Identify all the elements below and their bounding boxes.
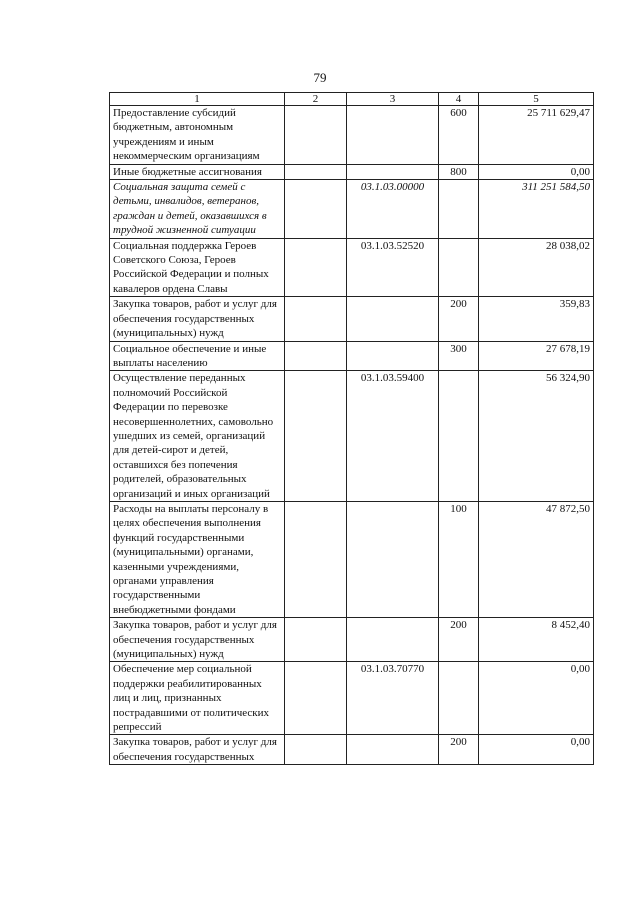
header-col-1: 1 [110, 93, 285, 106]
table-row [110, 618, 594, 662]
row-amount: 0,00 [479, 662, 594, 735]
row-amount: 359,83 [479, 297, 594, 341]
row-col2 [285, 371, 347, 502]
row-name: Предоставление субсидий бюджетным, автономным учреждениям и иным некоммерческим организациям [110, 106, 285, 165]
row-code: 03.1.03.00000 [347, 180, 439, 239]
row-type: 200 [439, 297, 479, 341]
row-amount: 0,00 [479, 164, 594, 179]
header-col-4: 4 [439, 93, 479, 106]
row-type [439, 180, 479, 239]
row-col2 [285, 297, 347, 341]
table-row [110, 238, 594, 297]
row-name: Закупка товаров, работ и услуг для обеспечения государственных [110, 735, 285, 765]
row-name: Осуществление переданных полномочий Российской Федерации по перевозке несовершеннолетних, самовольно ушедших из семей, организаций для детей-сирот и детей, оставшихся без попечения родителей, образовательных организаций и иных организаций [110, 371, 285, 502]
row-code [347, 297, 439, 341]
table-row [110, 501, 594, 617]
row-type: 200 [439, 618, 479, 662]
budget-table [109, 92, 594, 765]
table-row [110, 297, 594, 341]
row-amount: 0,00 [479, 735, 594, 765]
row-name: Социальная защита семей с детьми, инвалидов, ветеранов, граждан и детей, оказавшихся в трудной жизненной ситуации [110, 180, 285, 239]
row-type: 600 [439, 106, 479, 165]
row-type: 200 [439, 735, 479, 765]
table-row [110, 106, 594, 165]
table-row [110, 371, 594, 502]
row-amount: 8 452,40 [479, 618, 594, 662]
row-name: Социальное обеспечение и иные выплаты населению [110, 341, 285, 371]
table-row [110, 735, 594, 765]
row-col2 [285, 106, 347, 165]
row-amount: 56 324,90 [479, 371, 594, 502]
row-amount: 311 251 584,50 [479, 180, 594, 239]
table-row [110, 164, 594, 179]
row-type: 100 [439, 501, 479, 617]
row-type: 800 [439, 164, 479, 179]
header-row [110, 93, 594, 106]
row-col2 [285, 618, 347, 662]
row-name: Закупка товаров, работ и услуг для обеспечения государственных (муниципальных) нужд [110, 297, 285, 341]
row-code [347, 501, 439, 617]
row-code [347, 618, 439, 662]
row-code [347, 106, 439, 165]
row-name: Закупка товаров, работ и услуг для обеспечения государственных (муниципальных) нужд [110, 618, 285, 662]
row-name: Иные бюджетные ассигнования [110, 164, 285, 179]
row-col2 [285, 164, 347, 179]
header-col-2: 2 [285, 93, 347, 106]
row-code [347, 164, 439, 179]
row-amount: 47 872,50 [479, 501, 594, 617]
row-col2 [285, 341, 347, 371]
row-col2 [285, 501, 347, 617]
row-col2 [285, 735, 347, 765]
row-code: 03.1.03.70770 [347, 662, 439, 735]
table-body [110, 106, 594, 765]
table-row [110, 180, 594, 239]
header-col-5: 5 [479, 93, 594, 106]
row-type [439, 662, 479, 735]
page-number: 79 [313, 70, 327, 85]
row-name: Расходы на выплаты персоналу в целях обеспечения выполнения функций государственными (муниципальными) органами, казенными учреждениями, органами управления государственными внебюджетными фондами [110, 501, 285, 617]
row-amount: 27 678,19 [479, 341, 594, 371]
row-code [347, 341, 439, 371]
table-row [110, 662, 594, 735]
row-name: Социальная поддержка Героев Советского Союза, Героев Российской Федерации и полных кавалеров ордена Славы [110, 238, 285, 297]
row-amount: 25 711 629,47 [479, 106, 594, 165]
row-col2 [285, 662, 347, 735]
row-code: 03.1.03.59400 [347, 371, 439, 502]
row-amount: 28 038,02 [479, 238, 594, 297]
row-type [439, 238, 479, 297]
row-name: Обеспечение мер социальной поддержки реабилитированных лиц и лиц, признанных пострадавшими от политических репрессий [110, 662, 285, 735]
row-col2 [285, 238, 347, 297]
row-code [347, 735, 439, 765]
row-type: 300 [439, 341, 479, 371]
row-code: 03.1.03.52520 [347, 238, 439, 297]
header-col-3: 3 [347, 93, 439, 106]
table-row [110, 341, 594, 371]
row-col2 [285, 180, 347, 239]
row-type [439, 371, 479, 502]
